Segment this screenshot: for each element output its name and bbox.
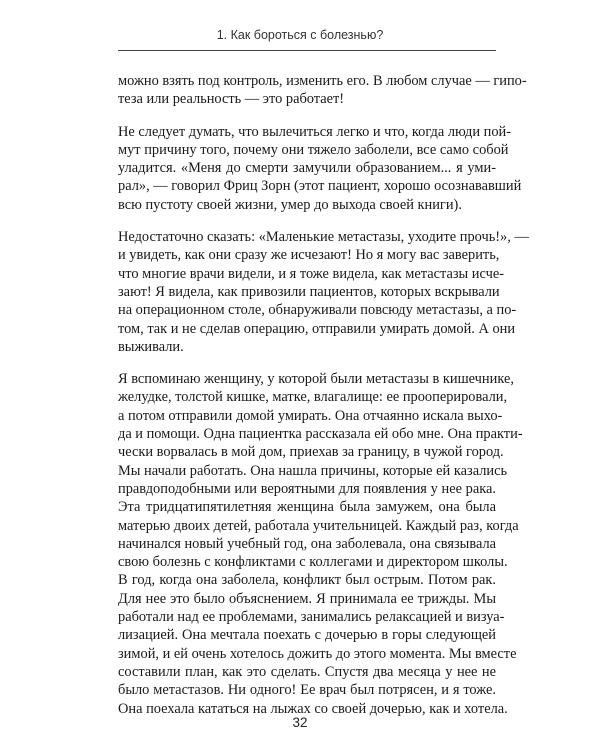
- text-line: всю пустоту своей жизни, умер до выхода своей книги).: [118, 196, 462, 213]
- text-line: и увидеть, как они сразу же исчезают! Но я могу вас заверить,: [118, 247, 500, 264]
- text-line: да и помощи. Одна пациентка рассказала ей обо мне. Она практи-: [118, 426, 523, 443]
- text-line: лизацией. Она мечтала поехать с дочерью в горы следующей: [118, 627, 496, 644]
- text-line: на операционном столе, обнаруживали повсюду метастазы, а по-: [118, 302, 517, 319]
- text-line: матерью двоих детей, работала учительницей. Каждый раз, когда: [118, 517, 519, 534]
- text-line: Недостаточно сказать: «Маленькие метастазы, уходите прочь!», —: [118, 229, 529, 246]
- text-line: Эта тридцатипятилетняя женщина была замужем, она была: [118, 499, 496, 516]
- text-line: начинался новый учебный год, она заболевала, она связывала: [118, 535, 497, 552]
- text-line: том, так и не сделав операцию, отправили умирать домой. А они: [118, 320, 516, 337]
- text-line: было метастазов. Ни одного! Ее врач был потрясен, и я тоже.: [118, 682, 496, 699]
- text-line: а потом отправили домой умирать. Она отчаянно искала выхо-: [118, 407, 503, 424]
- text-line: рал», — говорил Фриц Зорн (этот пациент, хорошо осознававший: [118, 178, 522, 195]
- header-rule: [118, 50, 496, 51]
- text-line: Она поехала кататься на лыжах со своей дочерью, как и хотела.: [118, 700, 508, 717]
- text-line: выживали.: [118, 338, 184, 355]
- paragraph: [118, 228, 529, 356]
- body-text: [118, 72, 529, 732]
- text-line: зают! Я видела, как привозили пациентов, которых вскрывали: [118, 283, 500, 300]
- text-line: желудке, толстой кишке, матке, влагалище: ее прооперировали,: [118, 389, 508, 406]
- text-line: мут причину того, почему они тяжело заболели, все само собой: [118, 141, 509, 158]
- text-line: теза или реальность — это работает!: [118, 91, 345, 108]
- text-line: свою болезнь с конфликтами с коллегами и директором школы.: [118, 554, 508, 571]
- text-line: Я вспоминаю женщину, у которой были метастазы в кишечнике,: [118, 371, 514, 388]
- page-number: 32: [292, 715, 308, 730]
- paragraph: [118, 72, 527, 109]
- text-line: составили план, как это сделать. Спустя два месяца у нее не: [118, 663, 496, 680]
- running-head: 1. Как бороться с болезнью?: [216, 28, 384, 42]
- paragraph: [118, 370, 523, 718]
- text-line: можно взять под контроль, изменить его. В любом случае — гипо-: [118, 73, 527, 89]
- paragraph: [118, 123, 522, 214]
- text-line: правдоподобными или вероятными для появления у нее рака.: [118, 480, 496, 497]
- text-line: чески ворвалась в мой дом, приехав за границу, в чужой город.: [118, 444, 504, 461]
- text-line: Для нее это было объяснением. Я принимала ее трижды. Мы: [118, 590, 496, 607]
- text-line: В год, когда она заболела, конфликт был острым. Потом рак.: [118, 572, 496, 589]
- text-line: работали над ее проблемами, занимались релаксацией и визуа-: [118, 609, 505, 626]
- text-line: уладится. «Меня до смерти замучили образованием... я уми-: [118, 160, 496, 177]
- text-line: зимой, и ей очень хотелось дожить до этого момента. Мы вместе: [118, 645, 517, 662]
- text-line: Не следует думать, что вылечиться легко и что, когда люди пой-: [118, 123, 512, 140]
- text-line: Мы начали работать. Она нашла причины, которые ей казались: [118, 462, 508, 479]
- text-line: что многие врачи видели, и я тоже видела, как метастазы исче-: [118, 265, 505, 282]
